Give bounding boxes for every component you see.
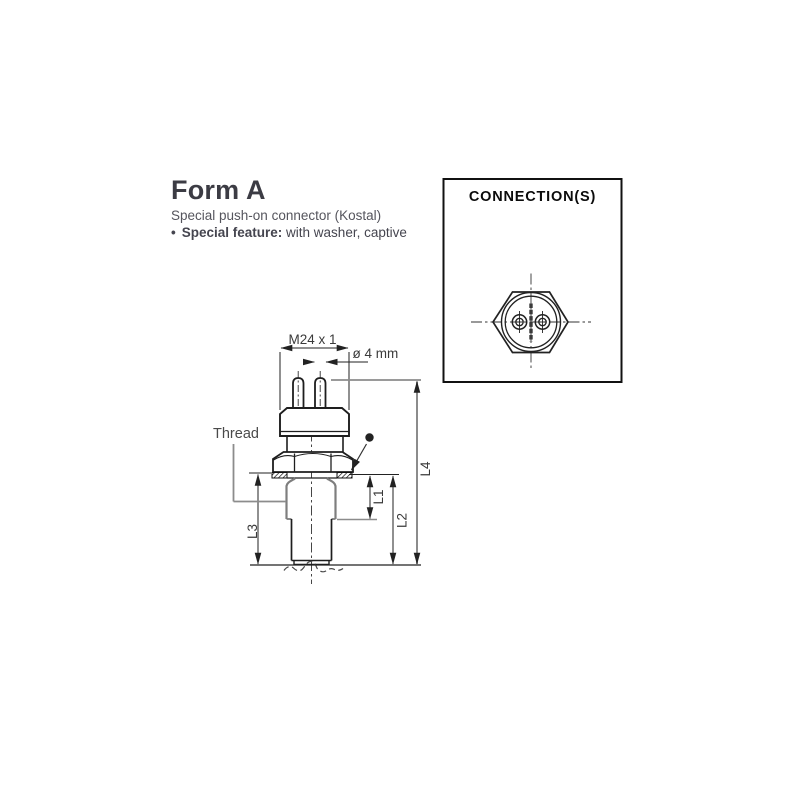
label-l3: L3 — [245, 523, 260, 540]
special-feature-text: with washer, captive — [286, 225, 407, 241]
dimensions — [249, 332, 421, 565]
label-pin-dia: ø 4 mm — [352, 346, 399, 361]
callout-dot — [365, 433, 373, 441]
hex-nut — [273, 452, 353, 472]
thread-section — [287, 479, 336, 520]
label-l2: L2 — [394, 512, 410, 529]
label-thread: Thread — [213, 426, 259, 442]
connection-panel-title: CONNECTION(S) — [468, 189, 597, 205]
label-m24: M24 x 1 — [288, 332, 337, 347]
washer-callout — [352, 433, 374, 470]
washer — [272, 473, 352, 479]
bullet-icon: • — [171, 225, 176, 241]
tip-break-line — [284, 561, 343, 571]
label-l1: L1 — [371, 489, 386, 505]
special-feature-label: Special feature: — [181, 225, 283, 241]
sensor-side-view — [272, 371, 353, 584]
connection-panel — [444, 179, 622, 382]
page-subtitle: Special push-on connector (Kostal) — [171, 208, 382, 224]
label-l4: L4 — [418, 461, 433, 477]
page-title: Form A — [171, 175, 266, 205]
